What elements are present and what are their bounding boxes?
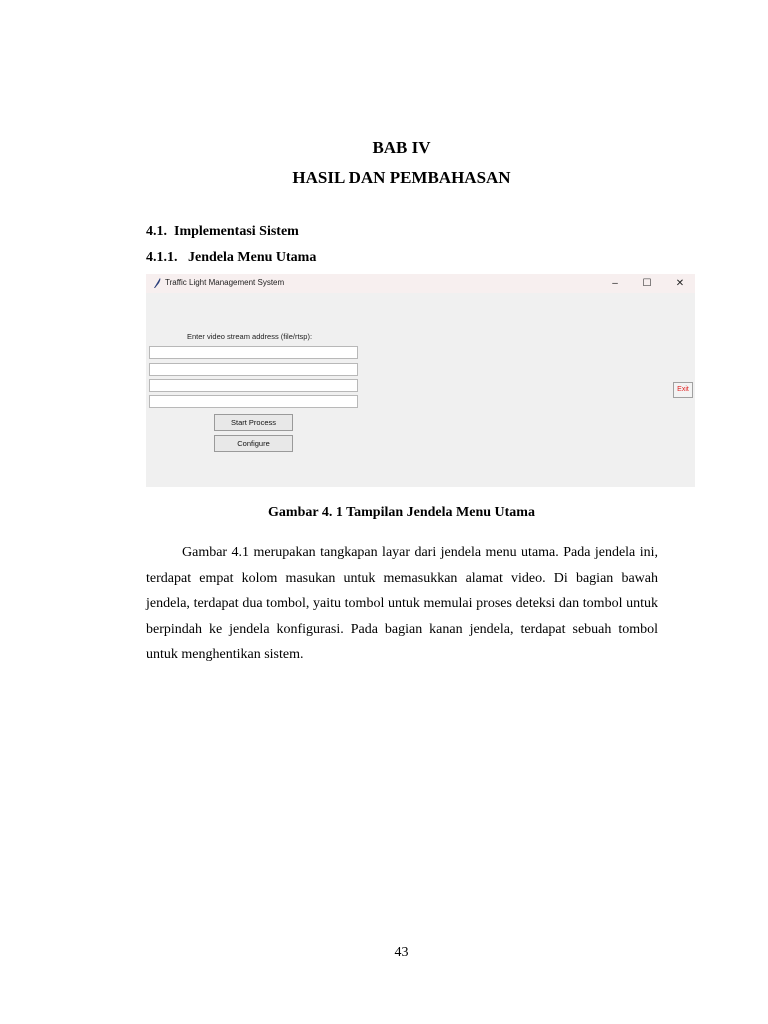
chapter-number: BAB IV [372, 138, 431, 157]
minimize-button[interactable]: – [612, 278, 618, 289]
stream-address-label: Enter video stream address (file/rtsp): [187, 332, 313, 341]
window-titlebar [146, 274, 695, 293]
maximize-button[interactable]: ☐ [642, 278, 652, 289]
stream-address-input-4[interactable] [149, 395, 358, 408]
page-number: 43 [394, 945, 409, 960]
stream-address-input-2[interactable] [149, 363, 358, 376]
section-heading-4-1-1: 4.1.1. Jendela Menu Utama [146, 250, 317, 265]
section-heading-4-1: 4.1. Implementasi Sistem [146, 224, 299, 239]
stream-address-input-3[interactable] [149, 379, 358, 392]
configure-button[interactable]: Configure [214, 435, 293, 452]
close-button[interactable]: ✕ [675, 278, 685, 289]
stream-address-input-1[interactable] [149, 346, 358, 359]
exit-button[interactable]: Exit [673, 382, 693, 398]
app-window-screenshot [146, 274, 695, 487]
window-title: Traffic Light Management System [165, 278, 285, 287]
chapter-title: HASIL DAN PEMBAHASAN [292, 168, 511, 187]
feather-icon [151, 277, 163, 289]
start-process-button[interactable]: Start Process [214, 414, 293, 431]
body-paragraph: Gambar 4.1 merupakan tangkapan layar dari jendela menu utama. Pada jendela ini, terdapat empat kolom masukan untuk memasukkan alamat video. Di bagian bawah jendela, terdapat dua tombol, yaitu tombol untuk memulai proses deteksi dan tombol untuk berpindah ke jendela konfigurasi. Pada bagian kanan jendela, terdapat sebuah tombol untuk menghentikan sistem. [146, 545, 658, 662]
figure-caption: Gambar 4. 1 Tampilan Jendela Menu Utama [268, 505, 535, 520]
